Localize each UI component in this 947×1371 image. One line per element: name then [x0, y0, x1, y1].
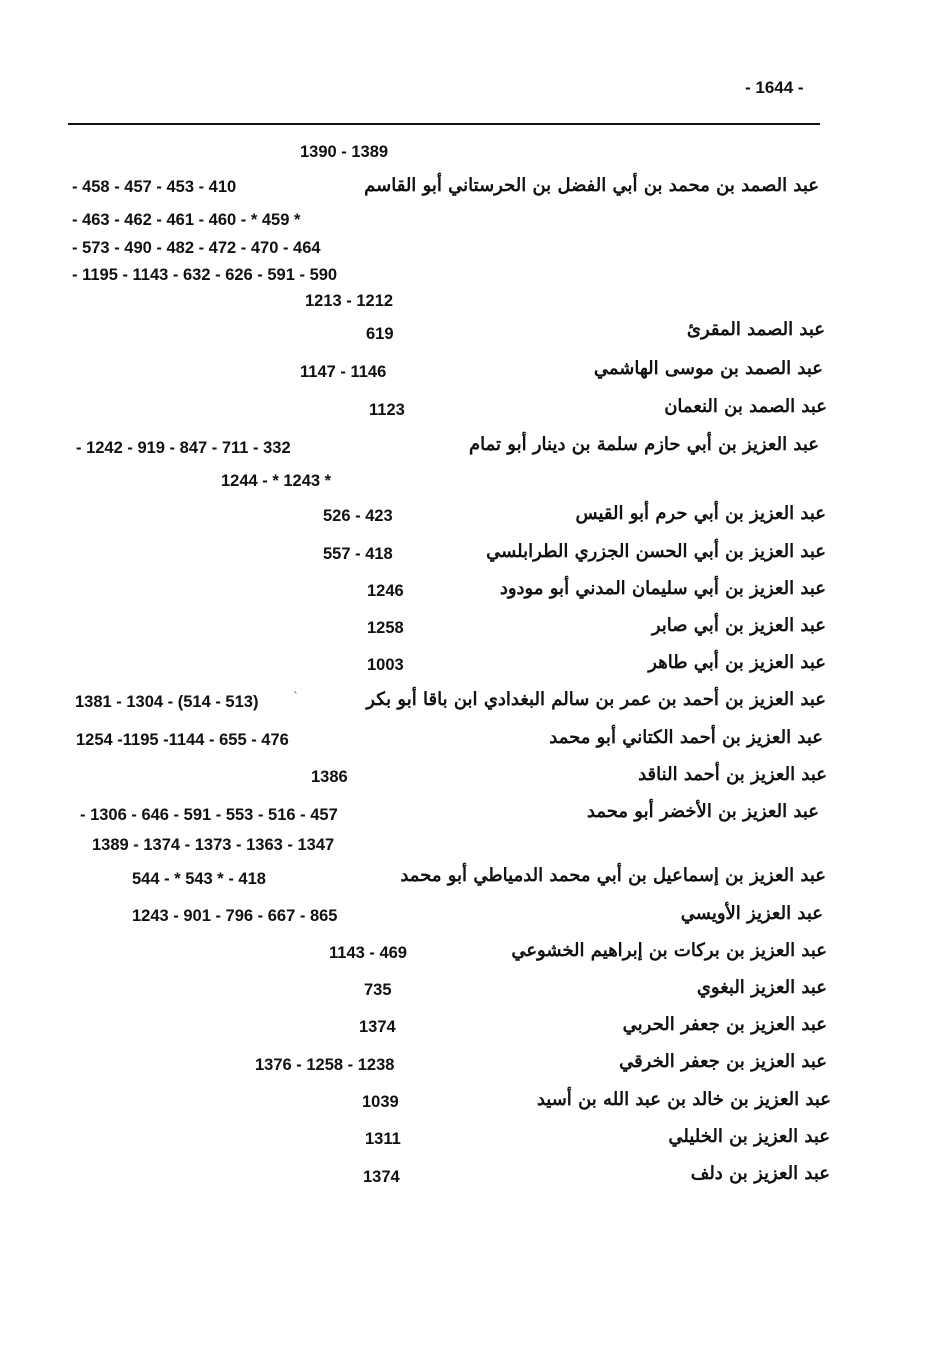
index-entry-name: عبد العزيز بن أحمد الكتاني أبو محمد [549, 727, 823, 748]
index-entry-name: عبد العزيز بن الأخضر أبو محمد [586, 801, 819, 822]
page-refs: 1039 [362, 1093, 399, 1111]
index-entry-name: عبد الصمد المقرئ [686, 319, 825, 340]
page-refs: 1386 [311, 768, 348, 786]
index-entry-name: عبد الصمد بن النعمان [664, 396, 827, 417]
page-refs: 544 - * 543 * - 418 [132, 870, 266, 888]
page-number: - 1644 - [745, 78, 804, 97]
page-refs: - 463 - 462 - 461 - 460 - * 459 * [72, 211, 301, 229]
page-refs: 1123 [369, 401, 405, 419]
page-refs: 1311 [365, 1130, 401, 1148]
page-refs: 1376 - 1258 - 1238 [255, 1056, 395, 1074]
index-entry-name: عبد العزيز بن جعفر الخرقي [619, 1051, 827, 1072]
page-refs: - 1195 - 1143 - 632 - 626 - 591 - 590 [72, 266, 338, 284]
page-refs: 1246 [367, 582, 404, 600]
page-refs: 526 - 423 [323, 507, 393, 525]
page-refs: 557 - 418 [323, 545, 393, 563]
page-refs: 1213 - 1212 [305, 292, 394, 310]
page-refs: - 1306 - 646 - 591 - 553 - 516 - 457 [80, 806, 338, 824]
index-entry-name: عبد الصمد بن محمد بن أبي الفضل بن الحرستاني أبو القاسم [364, 175, 819, 196]
index-entry-name: عبد العزيز بن بركات بن إبراهيم الخشوعي [511, 940, 827, 961]
index-entry-name: عبد العزيز بن خالد بن عبد الله بن أسيد [536, 1089, 831, 1110]
page-refs: 1258 [367, 619, 404, 637]
page-refs: 1243 - 901 - 796 - 667 - 865 [132, 907, 338, 925]
index-entry-name: عبد العزيز بن دلف [690, 1163, 830, 1184]
index-entry-name: عبد العزيز بن الخليلي [668, 1126, 830, 1147]
index-entry-name: عبد العزيز بن أبي سليمان المدني أبو مودود [499, 578, 826, 599]
page-refs: - 458 - 457 - 453 - 410 [72, 178, 237, 196]
index-entry-name: عبد الصمد بن موسى الهاشمي [593, 358, 823, 379]
stray-mark: ` [293, 690, 299, 704]
page-refs: 735 [364, 981, 392, 999]
page-refs: 1254 -1195 -1144 - 655 - 476 [76, 731, 289, 749]
index-entry-name: عبد العزيز بن أبي صابر [651, 615, 826, 636]
index-entry-name: عبد العزيز البغوي [696, 977, 827, 998]
page-refs: 1244 - * 1243 * [221, 472, 332, 490]
page-refs: 1374 [359, 1018, 396, 1036]
index-entry-name: عبد العزيز بن أبي حرم أبو القيس [575, 503, 826, 524]
page-refs: 1374 [363, 1168, 400, 1186]
page-refs: 1003 [367, 656, 404, 674]
index-entry-name: عبد العزيز بن أبي حازم سلمة بن دينار أبو تمام [468, 434, 819, 455]
page-refs: - 573 - 490 - 482 - 472 - 470 - 464 [72, 239, 321, 257]
page-refs: 1390 - 1389 [300, 143, 389, 161]
index-entry-name: عبد العزيز بن أحمد بن عمر بن سالم البغدادي ابن باقا أبو بكر [366, 689, 826, 710]
page-refs: 1389 - 1374 - 1373 - 1363 - 1347 [92, 836, 335, 854]
page-refs: 1143 - 469 [329, 944, 407, 962]
page-refs: - 1242 - 919 - 847 - 711 - 332 [76, 439, 291, 457]
page-refs: 619 [366, 325, 394, 343]
index-entry-name: عبد العزيز بن إسماعيل بن أبي محمد الدمياطي أبو محمد [400, 865, 826, 886]
index-entry-name: عبد العزيز بن جعفر الحربي [622, 1014, 827, 1035]
page-refs: 1381 - 1304 - (514 - 513) [75, 693, 259, 711]
page-refs: 1147 - 1146 [300, 363, 387, 381]
index-entry-name: عبد العزيز الأويسي [680, 903, 823, 924]
header-rule [68, 123, 820, 125]
index-entry-name: عبد العزيز بن أبي طاهر [648, 652, 826, 673]
index-entry-name: عبد العزيز بن أحمد الناقد [638, 764, 827, 785]
index-entry-name: عبد العزيز بن أبي الحسن الجزري الطرابلسي [486, 541, 826, 562]
